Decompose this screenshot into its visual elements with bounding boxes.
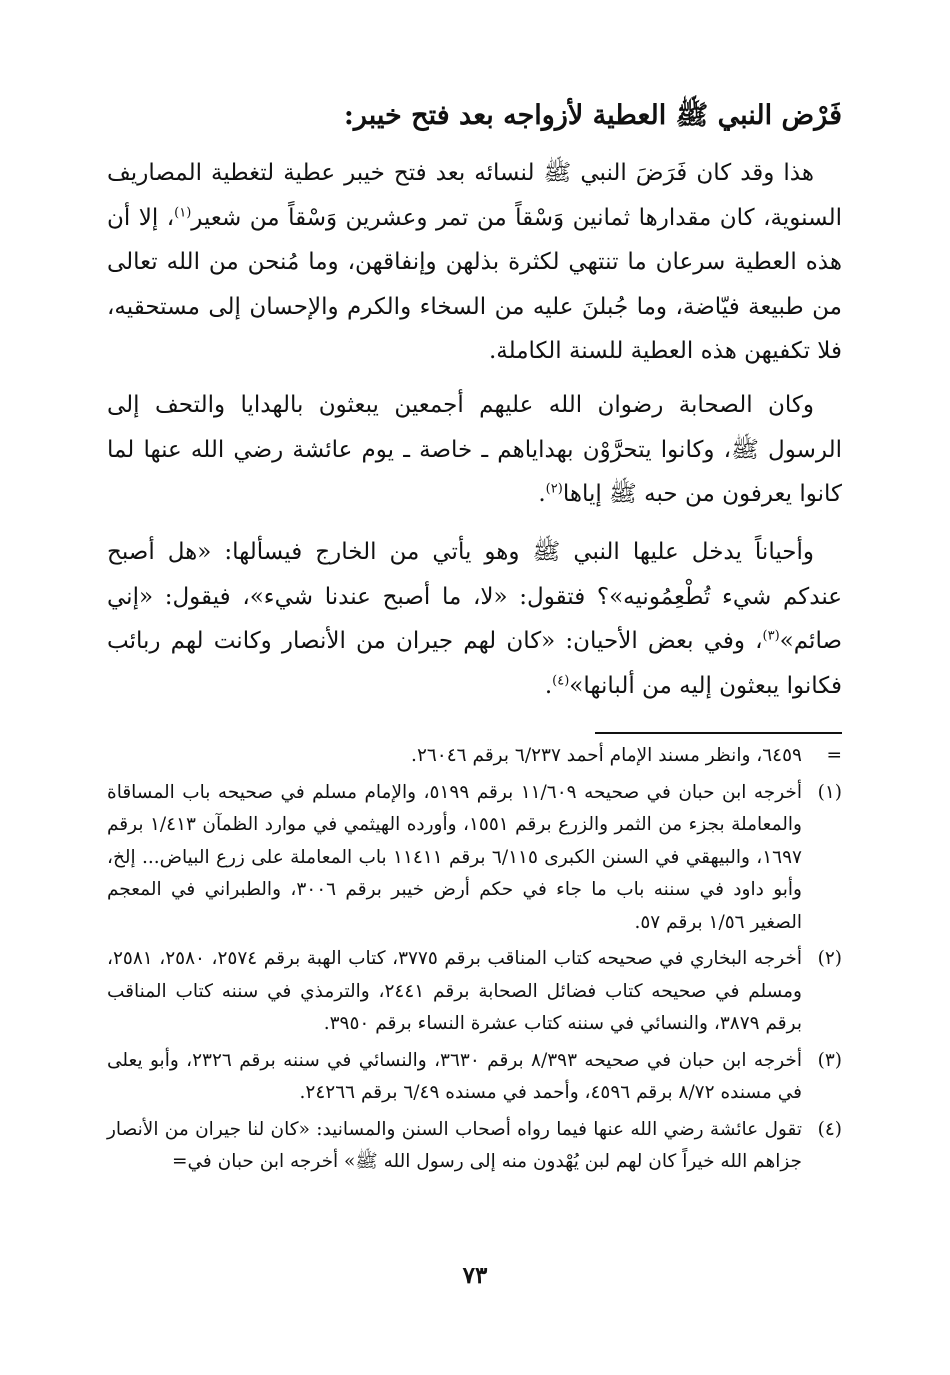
footnote-marker: (٢) bbox=[817, 948, 842, 969]
footnote-text: أخرجه البخاري في صحيحه كتاب المناقب برقم ٣٧٧٥، كتاب الهبة برقم ٢٥٧٤، ٢٥٨٠، ٢٥٨١، ومسلم في صحيحه كتاب فضائل الصحابة برقم ٢٤٤١، والترمذي في سننه كتاب المناقب برقم ٣٨٧٩، والنسائي في سننه كتاب عشرة النساء برقم ٣٩٥٠. bbox=[107, 948, 802, 1034]
footnote-text: أخرجه ابن حبان في صحيحه ١١/٦٠٩ برقم ٥١٩٩، والإمام مسلم في صحيحه باب المساقاة والمعاملة بجزء من الثمر والزرع برقم ١٥٥١، وأورده الهيثمي في موارد الظمآن ١/٤١٣ برقم ١٦٩٧، والبيهقي في السنن الكبرى ٦/١١٥ برقم ١١٤١١ باب المعاملة على زرع البياض... إلخ، وأبو داود في سننه باب ما جاء في حكم أرض خيبر برقم ٣٠٠٦، والطبراني في المعجم الصغير ١/٥٦ برقم ٥٧. bbox=[107, 781, 802, 933]
paragraph-2 bbox=[107, 383, 842, 517]
footnote-ref-2: (٢) bbox=[545, 481, 563, 497]
footnote-text: ٦٤٥٩، وانظر مسند الإمام أحمد ٦/٢٣٧ برقم ٢٦٠٤٦. bbox=[411, 745, 802, 766]
footnote-marker: (٤) bbox=[817, 1118, 842, 1140]
footnote-text: أخرجه ابن حبان في صحيحه ٨/٣٩٣ برقم ٣٦٣٠، والنسائي في سننه برقم ٢٣٢٦، وأبو يعلى في مسنده ٨/٧٢ برقم ٤٥٩٦، وأحمد في مسنده ٦/٤٩ برقم ٢٤٢٦٦. bbox=[107, 1049, 802, 1103]
footnote-marker: (٣) bbox=[817, 1049, 842, 1071]
footnote-separator bbox=[595, 732, 842, 734]
paragraph-3-text-b: ، وفي بعض الأحيان: «كان لهم جيران من الأنصار وكانت لهم ربائب فكانوا يبعثون إليه من ألبانها» bbox=[107, 628, 842, 699]
footnote-marker: (١) bbox=[817, 781, 842, 803]
footnote-ref-3: (٣) bbox=[762, 628, 780, 644]
footnote-2 bbox=[107, 943, 842, 1041]
footnote-ref-1: (١) bbox=[174, 204, 192, 220]
section-heading: فَرْض النبي ﷺ العطية لأزواجه بعد فتح خيبر: bbox=[343, 100, 842, 131]
paragraph-1-text-a: هذا وقد كان فَرَضَ النبي ﷺ لنسائه بعد فتح خيبر عطية لتغطية المصاريف السنوية، كان مقدارها ثمانين وَسْقاً من تمر وعشرين وَسْقاً من شعير bbox=[107, 160, 842, 231]
paragraph-2-text-a: وكان الصحابة رضوان الله عليهم أجمعين يبعثون بالهدايا والتحف إلى الرسول ﷺ، وكانوا يتحرَّوْن بهداياهم ـ خاصة ـ يوم عائشة رضي الله عنها لما كانوا يعرفون من حبه ﷺ إياها bbox=[107, 392, 842, 507]
footnote-3 bbox=[107, 1045, 842, 1110]
footnotes-list bbox=[107, 740, 842, 1183]
page-number: ٧٣ bbox=[462, 1262, 488, 1289]
paragraph-3-text-a: وأحياناً يدخل عليها النبي ﷺ وهو يأتي من الخارج فيسألها: «هل أصبح عندكم شيء تُطْعِمُونيه»؟ فتقول: «لا، ما أصبح عندنا شيء»، فيقول: «إني صائم» bbox=[107, 539, 842, 654]
paragraph-1-text-b: ، إلا أن هذه العطية سرعان ما تنتهي لكثرة بذلهن وإنفاقهن، وما مُنحن من الله تعالى من طبيعة فيّاضة، وما جُبلنَ عليه من السخاء والكرم والإحسان إلى مستحقيه، فلا تكفيهن هذه العطية للسنة الكاملة. bbox=[107, 204, 842, 364]
paragraph-3-text-c: . bbox=[544, 672, 553, 699]
paragraph-2-text-b: . bbox=[538, 481, 546, 507]
footnote-ref-4: (٤) bbox=[552, 672, 570, 688]
footnote-1 bbox=[107, 777, 842, 940]
paragraph-3 bbox=[107, 530, 842, 708]
footnote-4 bbox=[107, 1114, 842, 1179]
footnote-text: تقول عائشة رضي الله عنها فيما رواه أصحاب السنن والمسانيد: «كان لنا جيران من الأنصار جزاهم الله خيراً كان لهم لبن يُهْدون منه إلى رسول الله ﷺ» أخرجه ابن حبان في= bbox=[107, 1118, 802, 1172]
paragraph-1 bbox=[107, 151, 842, 374]
footnote-marker: = bbox=[826, 745, 842, 766]
footnote-continuation bbox=[107, 740, 842, 773]
